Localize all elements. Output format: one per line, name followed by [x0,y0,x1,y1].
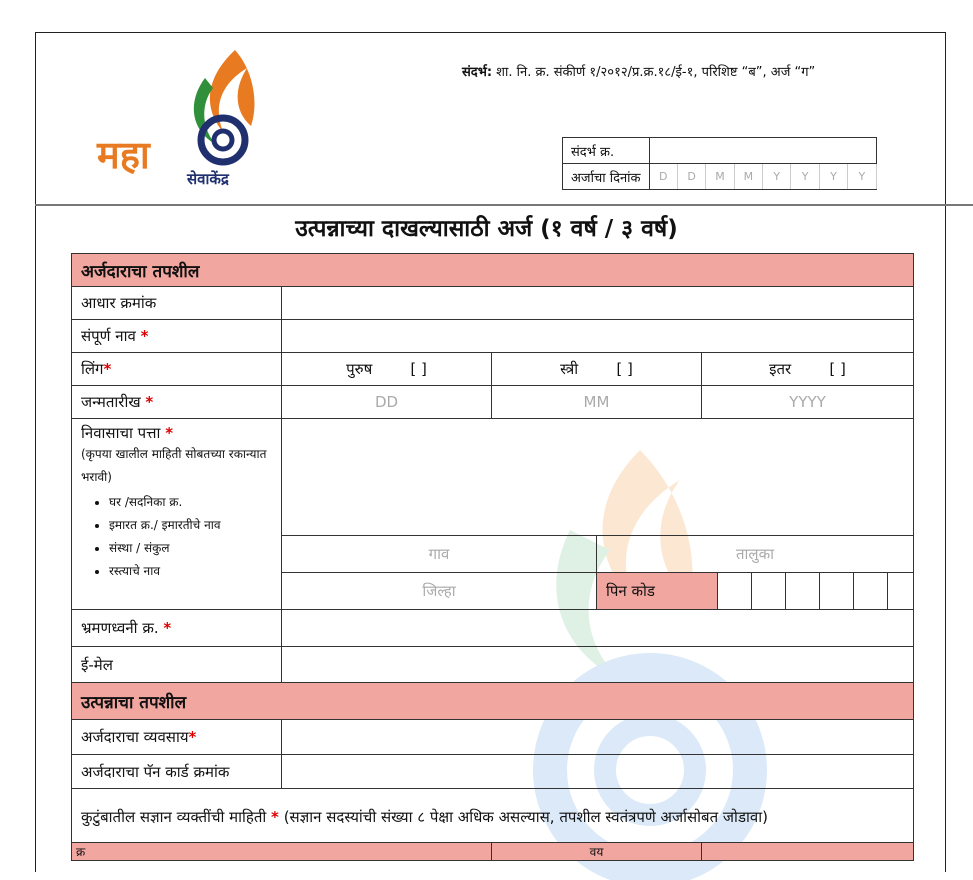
pincode-label: पिन कोड [597,573,717,609]
mobile-label: भ्रमणध्वनी क्र. * [72,610,282,647]
required-star: * [271,807,279,826]
required-star: * [140,327,149,345]
family-col-age: वय [492,843,702,861]
pincode-cell [597,573,914,610]
date-slot[interactable]: D [649,164,677,190]
aadhaar-field[interactable] [282,287,914,320]
dob-label: जन्मतारीख * [72,386,282,419]
required-star: * [163,619,172,637]
header-divider [35,204,973,206]
dob-year-field[interactable]: YYYY [702,386,914,419]
aadhaar-label: आधार क्रमांक [72,287,282,320]
date-slot[interactable]: M [706,164,734,190]
maha-seva-kendra-logo [95,48,285,188]
date-label: अर्जाचा दिनांक [563,164,650,190]
application-form [71,253,914,861]
list-item: • संस्था / संकुल [109,537,272,560]
email-label: ई-मेल [72,647,282,683]
family-col-extra [702,843,914,861]
district-field[interactable]: जिल्हा [282,573,597,610]
reference-text: शा. नि. क्र. संकीर्ण १/२०१२/प्र.क्र.१८/ई-१, परिशिष्ट “ब”, अर्ज “ग” [496,65,816,80]
ref-no-label: संदर्भ क्र. [563,138,650,164]
date-slot[interactable]: Y [791,164,819,190]
taluka-field[interactable]: तालुका [597,536,914,573]
page-title: उत्पन्नाच्या दाखल्यासाठी अर्ज (१ वर्ष / ३ वर्ष) [295,216,678,242]
pan-field[interactable] [282,755,914,789]
address-items [81,491,272,583]
ref-no-field[interactable] [649,138,876,164]
pincode-digit[interactable] [717,573,751,609]
address-label: निवासाचा पत्ता * (कृपया खालील माहिती सोबतच्या रकान्यात भरावी) • घर /सदनिका क्र. • इमारत क्र./ इमारतीचे नाव • संस्था / संकुल • रस्त्याचे नाव [72,419,282,610]
gender-female-checkbox[interactable]: स्त्री [ ] [492,353,702,386]
family-col-no: क्र [72,843,492,861]
pincode-digit[interactable] [751,573,785,609]
gender-label: लिंग* [72,353,282,386]
dob-month-field[interactable]: MM [492,386,702,419]
pincode-digit[interactable] [819,573,853,609]
email-field[interactable] [282,647,914,683]
date-slot[interactable]: Y [848,164,876,190]
gender-male-checkbox[interactable]: पुरुष [ ] [282,353,492,386]
logo-text: महा [97,133,150,177]
village-field[interactable]: गाव [282,536,597,573]
pincode-digit[interactable] [853,573,887,609]
date-slot[interactable]: M [734,164,762,190]
family-info-label: कुटुंबातील सज्ञान व्यक्तींची माहिती * (सज्ञान सदस्यांची संख्या ८ पेक्षा अधिक असल्यास, तपशील स्वतंत्रपणे अर्जासोबत जोडावा) [72,789,914,843]
dob-day-field[interactable]: DD [282,386,492,419]
required-star: * [165,424,174,442]
reference-label: संदर्भ: [462,65,493,80]
pincode-digit[interactable] [887,573,921,609]
list-item: • घर /सदनिका क्र. [109,491,272,514]
fullname-field[interactable] [282,320,914,353]
required-star: * [103,360,112,378]
pincode-digit[interactable] [785,573,819,609]
occupation-field[interactable] [282,720,914,755]
fullname-label: संपूर्ण नाव * [72,320,282,353]
section-income-heading: उत्पन्नाचा तपशील [72,683,914,720]
section-applicant-heading: अर्जदाराचा तपशील [72,254,914,287]
reference-table [562,137,877,190]
logo-subtext: सेवाकेंद्र [187,170,229,188]
required-star: * [145,393,154,411]
list-item: • इमारत क्र./ इमारतीचे नाव [109,514,272,537]
mobile-field[interactable] [282,610,914,647]
date-slot[interactable]: Y [763,164,791,190]
address-field[interactable] [282,419,914,536]
list-item: • रस्त्याचे नाव [109,560,272,583]
pan-label: अर्जदाराचा पॅन कार्ड क्रमांक [72,755,282,789]
gender-other-checkbox[interactable]: इतर [ ] [702,353,914,386]
occupation-label: अर्जदाराचा व्यवसाय* [72,720,282,755]
address-note: (कृपया खालील माहिती सोबतच्या रकान्यात भरावी) [81,447,267,484]
reference-line [462,62,815,80]
required-star: * [188,728,197,746]
date-slot[interactable]: D [677,164,705,190]
date-slot[interactable]: Y [819,164,847,190]
